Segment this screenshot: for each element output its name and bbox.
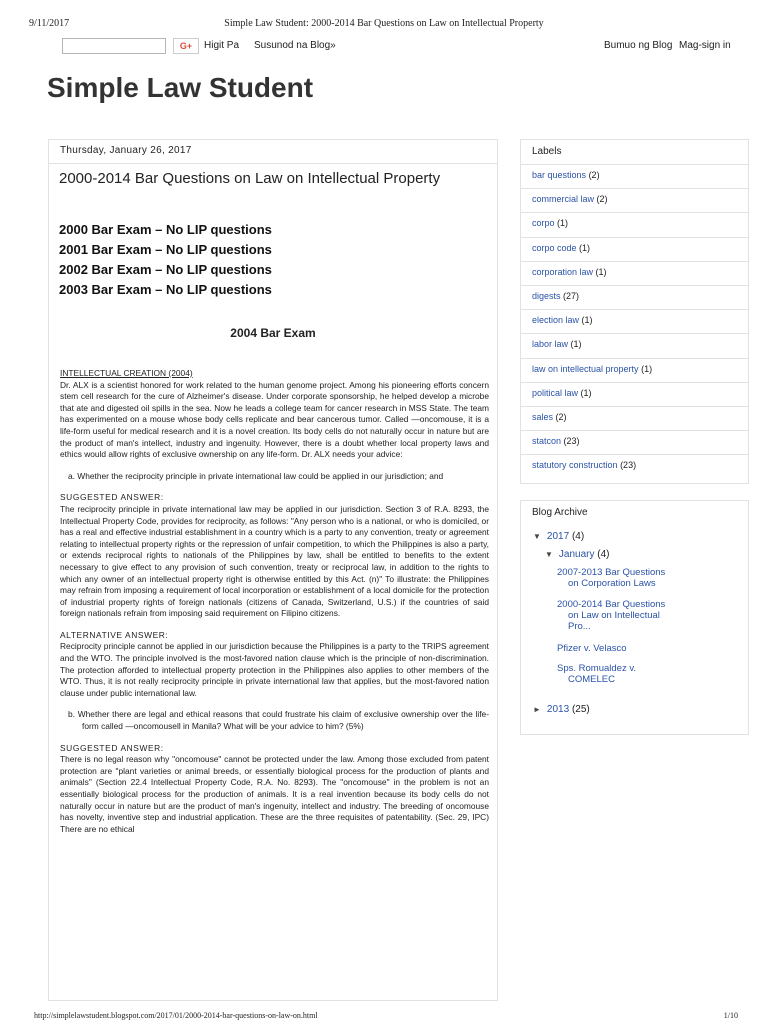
label-item[interactable] [521, 406, 748, 430]
label-item[interactable] [521, 237, 748, 261]
archive-post-link[interactable] [557, 599, 665, 632]
post-date: Thursday, January 26, 2017 [49, 140, 497, 164]
label-link[interactable]: digests [532, 290, 561, 301]
answer-text: The reciprocity principle in private international law may be applied in our jurisdiction. Section 3 of R.A. 8293, the Intellectual Property Code, provides for reciprocity, as follows: "Any person who is a national, or who is domiciled, or has a real and effective industrial establishment in a country which is a party to any convention, treaty or agreement relating to intellectual property rights or the repression of unfair competition, to which the Philippines is also a party, or extends reciprocal rights to nationals of the Philippines by law, shall be entitled to benefits to the extent necessary to give effect to any provision of such convention, treaty or reciprocal law, in addition to the rights to which any owner of an intellectual property right is otherwise entitled by this Act. (n)" To illustrate: the Philippines may refrain from imposing a requirement of local incorporation or establishment of a local domicile for the protection of industrial property rights of foreign nationals (citizens of Canada, Switzerland, U.S.) if the countries of said foreign nationals refrain from imposing said requirement on Filipino citizens. [60, 503, 489, 619]
post-link-line[interactable]: Sps. Romualdez v. [557, 663, 637, 674]
post-link-line[interactable]: Pro... [568, 621, 591, 632]
archive-year-2017[interactable] [533, 531, 584, 542]
label-link[interactable]: corpo code [532, 242, 577, 253]
answer-text: There is no legal reason why "oncomouse" cannot be protected under the law. Among those excluded from patent protection are "plant varieties or animal breeds, or essentially biological process for the production of plants and animals" (Section 22.4 Intellectual Property Code, R.A. No. 8293). The "oncomouse" in the problem is not an essentially biological process for the production of animals. It is a real invention because its body cells do not naturally occur in nature but are the product of man's ingenuity, intellect and industry. The breeding of oncomouse has novelty, inventive step and industrial application. These are the three requisites of patentability. (Sec. 29, IPC) There are no ethical [60, 754, 489, 834]
bar-headings [59, 220, 272, 300]
label-item[interactable] [521, 164, 748, 188]
archive-count: (25) [571, 704, 590, 715]
label-count: (1) [581, 315, 593, 326]
label-count: (1) [580, 387, 592, 398]
label-link[interactable]: sales [532, 411, 554, 422]
label-link[interactable]: commercial law [532, 194, 595, 205]
print-footer [0, 1010, 768, 1024]
expand-toggle-icon[interactable]: ► [533, 705, 541, 714]
label-item[interactable] [521, 430, 748, 454]
print-title: Simple Law Student: 2000-2014 Bar Questions on Law on Intellectual Property [224, 18, 544, 29]
print-footer-url: http://simplelawstudent.blogspot.com/2017/01/2000-2014-bar-questions-on-law-on.html [34, 1011, 318, 1020]
label-count: (23) [620, 460, 637, 471]
label-count: (1) [641, 363, 653, 374]
archive-post-link[interactable] [557, 663, 636, 685]
post-link-line[interactable]: on Corporation Laws [568, 578, 656, 589]
archive-count: (4) [597, 549, 610, 560]
search-input[interactable] [62, 38, 166, 54]
label-count: (1) [579, 242, 591, 253]
post-link-line[interactable]: 2000-2014 Bar Questions [557, 599, 666, 610]
archive-month-link[interactable]: January [558, 549, 595, 560]
archive-year-2013[interactable] [533, 704, 590, 715]
archive-post-link[interactable] [557, 567, 665, 589]
label-item[interactable] [521, 454, 748, 478]
label-link[interactable]: bar questions [532, 170, 587, 180]
label-item[interactable] [521, 309, 748, 333]
archive-month-january[interactable] [545, 549, 610, 560]
blog-title[interactable]: Simple Law Student [47, 72, 314, 103]
post-title: 2000-2014 Bar Questions on Law on Intellectual Property [59, 170, 441, 187]
alternative-answer-label: ALTERNATIVE ANSWER: [60, 629, 169, 640]
label-link[interactable]: corporation law [532, 266, 594, 277]
create-blog-link[interactable]: Bumuo ng Blog [604, 40, 673, 51]
collapse-toggle-icon[interactable]: ▼ [533, 532, 541, 541]
label-count: (2) [596, 194, 608, 205]
bar-heading: 2001 Bar Exam – No LIP questions [59, 242, 272, 257]
gplus-button[interactable]: G+ [173, 38, 199, 54]
print-header [0, 0, 768, 30]
question-item-a: a. Whether the reciprocity principle in private international law could be applied in our jurisdiction; and [68, 470, 444, 481]
post-link-line[interactable]: 2007-2013 Bar Questions [557, 567, 666, 578]
labels-widget [520, 139, 749, 484]
archive-count: (4) [571, 531, 585, 542]
labels-heading: Labels [532, 146, 562, 157]
label-link[interactable]: corpo [532, 218, 555, 229]
label-item[interactable] [521, 382, 748, 406]
post-link-line[interactable]: COMELEC [568, 674, 615, 685]
post-body [60, 368, 489, 835]
section-heading: 2004 Bar Exam [230, 326, 316, 340]
label-item[interactable] [521, 212, 748, 236]
label-link[interactable]: statcon [532, 436, 562, 447]
archive-heading: Blog Archive [532, 507, 588, 518]
collapse-toggle-icon[interactable]: ▼ [545, 550, 553, 559]
alternative-answer-text: Reciprocity principle cannot be applied in our jurisdiction because the Philippines is a party to the TRIPS agreement and the WTO. The principle involved is the most-favored nation clause which is the principle of non-discrimination. The protection afforded to intellectual property protection in the Philippines also applies to other members of the WTO. Thus, it is not really reciprocity principle in private international law that applies, but the most-favored nation clause under public international law. [60, 641, 489, 698]
bar-heading: 2000 Bar Exam – No LIP questions [59, 222, 272, 237]
post-link-line[interactable]: Pfizer v. Velasco [557, 643, 627, 654]
label-count: (1) [595, 266, 607, 277]
suggested-answer-label: SUGGESTED ANSWER: [60, 742, 164, 753]
print-page-number: 1/10 [723, 1011, 738, 1020]
archive-year-link[interactable]: 2017 [546, 531, 570, 542]
sign-in-link[interactable]: Mag-sign in [679, 40, 731, 51]
label-item[interactable] [521, 285, 748, 309]
label-count: (1) [570, 339, 582, 350]
label-count: (23) [563, 436, 580, 447]
suggested-answer-label: SUGGESTED ANSWER: [60, 492, 164, 503]
more-link[interactable]: Higit Pa [204, 40, 240, 51]
label-count: (2) [588, 170, 600, 180]
label-link[interactable]: statutory construction [532, 460, 618, 471]
post-link-line[interactable]: on Law on Intellectual [568, 610, 660, 621]
print-date: 9/11/2017 [29, 18, 70, 29]
label-item[interactable] [521, 358, 748, 382]
label-link[interactable]: labor law [532, 339, 569, 350]
label-link[interactable]: election law [532, 315, 580, 326]
archive-post-link[interactable] [557, 643, 627, 654]
label-link[interactable]: law on intellectual property [532, 363, 639, 374]
question-item-b: b. Whether there are legal and ethical reasons that could frustrate his claim of exclusive ownership over the life-form called —oncomousell in Manila? What will be your advice to him? (5%) [68, 709, 489, 732]
post-container [48, 139, 498, 1001]
label-count: (1) [557, 218, 569, 229]
blog-archive-widget [520, 500, 749, 735]
topic-heading: INTELLECTUAL CREATION (2004) [60, 368, 193, 378]
next-blog-link[interactable]: Susunod na Blog» [254, 40, 336, 51]
label-count: (27) [563, 290, 580, 301]
label-link[interactable]: political law [532, 387, 579, 398]
question-text: Dr. ALX is a scientist honored for work related to the human genome project. Among his pioneering efforts concern stem cell research for the cure of Alzheimer's disease. Under corporate sponsorship, he helped develop a microbe that ate and digested oil spills in the sea. Now he leads a college team for cancer research in MSS State. The team has experimented on a mouse whose body cells replicate and bear cancerous tumor. Called —oncomouse, it is a life-form useful for medical research and it is a novel creation. Its body cells do not naturally occur in nature but are the product of man's intellect, industry and ingenuity. However, there is a doubt whether local property laws and ethics would allow rights of exclusive ownership on any life-form. Dr. ALX needs your advice: [60, 379, 489, 460]
label-item[interactable] [521, 261, 748, 285]
label-item[interactable] [521, 333, 748, 357]
archive-year-link[interactable]: 2013 [546, 704, 570, 715]
blogger-navbar [62, 36, 752, 56]
bar-heading: 2002 Bar Exam – No LIP questions [59, 262, 272, 277]
label-count: (2) [555, 411, 567, 422]
label-item[interactable] [521, 188, 748, 212]
bar-heading: 2003 Bar Exam – No LIP questions [59, 282, 272, 297]
